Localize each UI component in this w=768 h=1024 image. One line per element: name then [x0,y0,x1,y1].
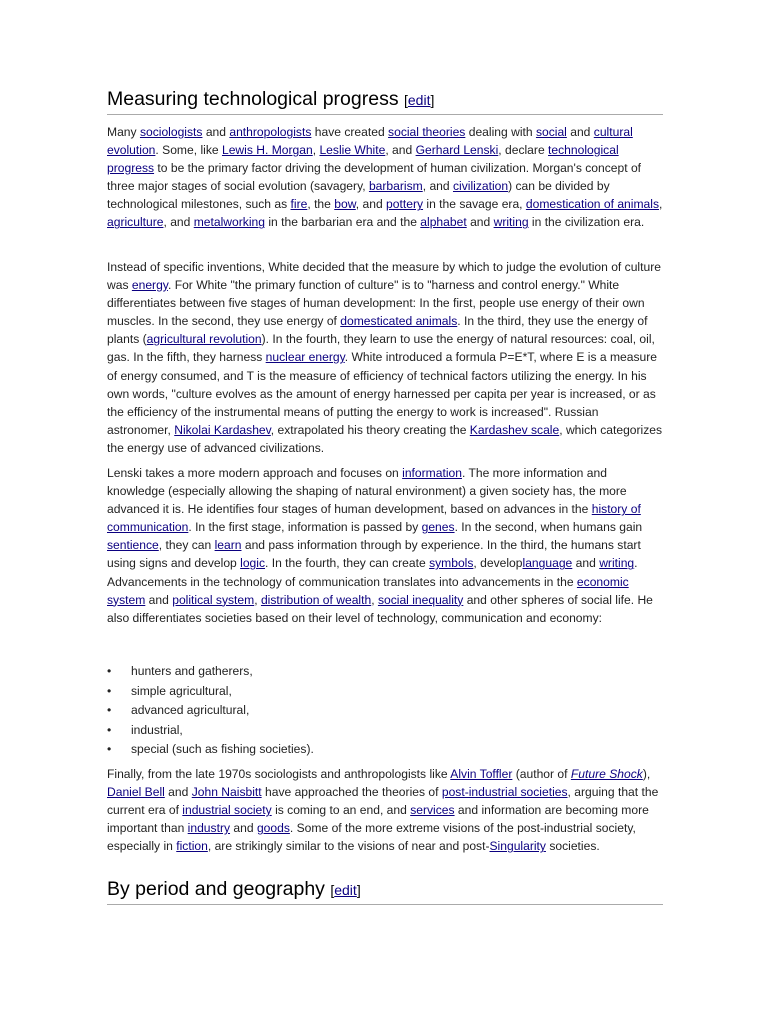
link-social-inequality[interactable]: social inequality [377,592,464,607]
link-symbols[interactable]: symbols [429,556,474,571]
link-nikolai-kardashev[interactable]: Nikolai Kardashev [174,422,271,437]
link-leslie-white[interactable]: Leslie White [319,143,386,158]
link-fire[interactable]: fire [290,197,308,212]
link-social-theories[interactable]: social theories [388,125,466,139]
link-cultural-evolution[interactable]: cultural evolution [107,125,633,158]
list-item: • advanced agricultural, [107,701,663,721]
link-civilization[interactable]: civilization [452,179,509,194]
link-genes[interactable]: genes [421,520,455,535]
link-technological-progress[interactable]: technological progress [107,143,619,176]
link-future-shock[interactable]: Future Shock [570,767,643,781]
link-history-of-communication[interactable]: history of communication [107,502,641,535]
paragraph-intro: Many sociologists and anthropologists have created social theories dealing with social and cultural evolution. Some, like Lewis H. Morgan, Leslie White, and Gerhard Lenski, declare technological progress to be the primary factor driving the development of human civilization. Morgan's concept of three major stages of social evolution (savagery, barbarism, and civilization) can be divided by technological milestones, such as fire, the bow, and pottery in the savage era, domestication of animals, agriculture, and metalworking in the barbarian era and the alphabet and writing in the civilization era. [107,125,663,230]
link-daniel-bell[interactable]: Daniel Bell [107,785,165,800]
link-gerhard-lenski[interactable]: Gerhard Lenski [415,143,499,158]
link-metalworking[interactable]: metalworking [193,215,265,230]
link-language[interactable]: language [522,556,573,571]
link-industry[interactable]: industry [187,821,231,836]
link-singularity[interactable]: Singularity [489,839,546,854]
link-political-system[interactable]: political system [172,592,255,607]
link-services[interactable]: services [410,803,455,818]
link-agriculture[interactable]: agriculture [107,215,164,230]
link-lewis-morgan[interactable]: Lewis H. Morgan [221,143,313,158]
section-title: By period and geography [107,878,325,900]
link-logic[interactable]: logic [240,556,266,571]
edit-section-link[interactable]: edit [334,882,357,898]
link-agricultural-revolution[interactable]: agricultural revolution [146,332,262,347]
link-domestication-of-animals[interactable]: domestication of animals [525,197,660,212]
link-social[interactable]: social [535,125,567,139]
link-goods[interactable]: goods [256,821,290,836]
bullet: • [107,722,112,737]
link-nuclear-energy[interactable]: nuclear energy [265,350,345,365]
section-title: Measuring technological progress [107,88,399,110]
list-item: • industrial, [107,721,663,741]
link-sentience[interactable]: sentience [107,538,159,553]
bullet: • [107,683,112,698]
link-fiction[interactable]: fiction [176,839,208,854]
section-heading-measuring-technological-progress [107,87,663,115]
link-sociologists[interactable]: sociologists [139,125,203,139]
link-barbarism[interactable]: barbarism [368,179,423,194]
link-pottery[interactable]: pottery [386,197,424,212]
list-item: • hunters and gatherers, [107,662,663,682]
link-alvin-toffler[interactable]: Alvin Toffler [450,767,513,781]
link-bow[interactable]: bow [334,197,356,212]
link-post-industrial-societies[interactable]: post-industrial societies [441,785,568,800]
link-alphabet[interactable]: alphabet [420,215,467,230]
link-learn[interactable]: learn [214,538,242,553]
edit-section-link[interactable]: edit [407,92,431,108]
bullet: • [107,703,112,718]
list-item: • special (such as fishing societies). [107,740,663,760]
paragraph-post-industrial: Finally, from the late 1970s sociologists and anthropologists like Alvin Toffler (author of Future Shock), Daniel Bell and John Naisbitt have approached the theories of post-industrial societies, arguing that the current era of industrial society is coming to an end, and services and information are becoming more important than industry and goods. Some of the more extreme visions of the post-industrial society, especially in fiction, are strikingly similar to the visions of near and post-Singularity societies. [107,767,659,854]
society-types-list [107,662,663,760]
link-domesticated-animals[interactable]: domesticated animals [340,314,458,329]
section-heading-by-period-and-geography [107,877,663,905]
link-distribution-of-wealth[interactable]: distribution of wealth [260,592,372,607]
paragraph-lenski-information: Lenski takes a more modern approach and focuses on information. The more information and knowledge (especially allowing the shaping of natural environment) a given society has, the more advanced it is. He identifies four stages of human development, based on advances in the history of communication. In the first stage, information is passed by genes. In the second, when humans gain sentience, they can learn and pass information through by experience. In the third, the humans start using signs and develop logic. In the fourth, they can create symbols, developlanguage and writing. Advancements in the technology of communication translates into advancements in the economic system and political system, distribution of wealth, social inequality and other spheres of social life. He also differentiates societies based on their level of technology, communication and economy: [107,466,653,625]
link-writing-2[interactable]: writing [599,556,635,571]
paragraph-white-energy: Instead of specific inventions, White decided that the measure by which to judge the evolution of culture was energy. For White "the primary function of culture" is to "harness and control energy." White differentiates between five stages of human development: In the first, people use energy of their own muscles. In the second, they use energy of domesticated animals. In the third, they use the energy of plants (agricultural revolution). In the fourth, they learn to use the energy of natural resources: coal, oil, gas. In the fifth, they harness nuclear energy. White introduced a formula P=E*T, where E is a measure of energy consumed, and T is the measure of efficiency of technical factors utilizing the energy. In his own words, "culture evolves as the amount of energy harnessed per capita per year is increased, or as the efficiency of the instrumental means of putting the energy to work is increased". Russian astronomer, Nikolai Kardashev, extrapolated his theory creating the Kardashev scale, which categorizes the energy use of advanced civilizations. [107,260,663,455]
link-energy[interactable]: energy [131,278,168,293]
bullet: • [107,742,112,757]
edit-section-link-wrapper: [edit] [330,882,361,898]
link-john-naisbitt[interactable]: John Naisbitt [191,785,262,800]
link-industrial-society[interactable]: industrial society [182,803,272,818]
link-writing[interactable]: writing [493,215,529,230]
bullet: • [107,664,112,678]
edit-section-link-wrapper: [edit] [404,92,435,108]
list-item: • simple agricultural, [107,682,663,702]
link-anthropologists[interactable]: anthropologists [229,125,312,139]
link-economic-system[interactable]: economic system [107,574,629,607]
link-information[interactable]: information [402,466,462,480]
link-kardashev-scale[interactable]: Kardashev scale [469,422,560,437]
